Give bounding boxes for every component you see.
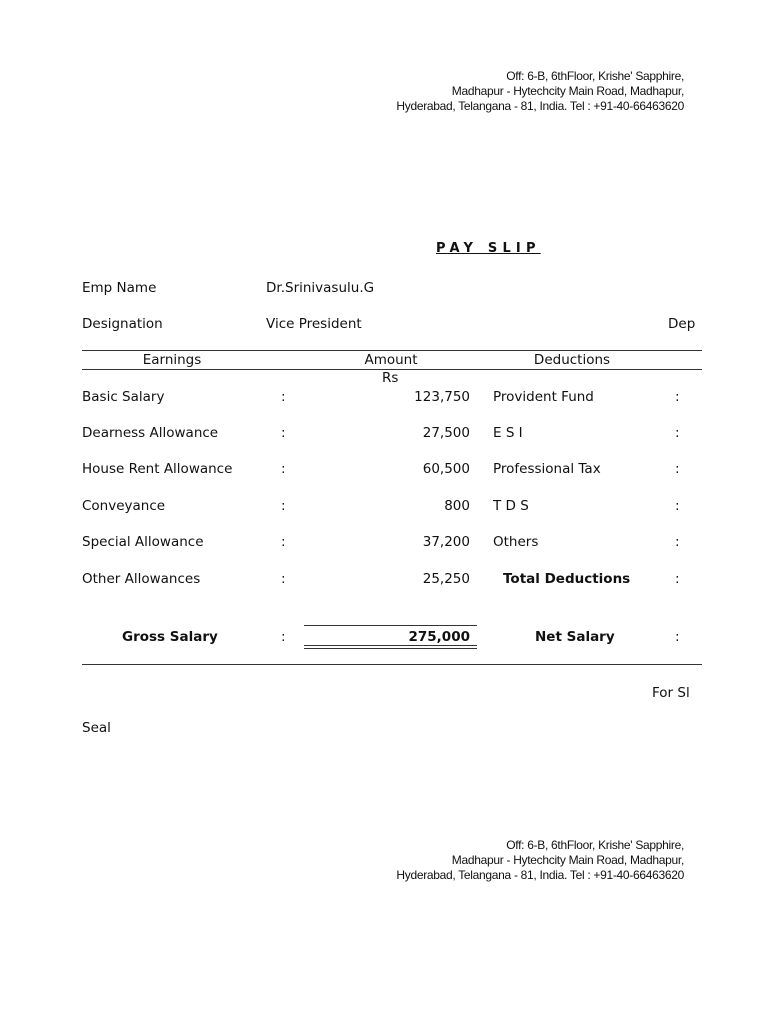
total-deductions-label: Total Deductions — [503, 571, 631, 587]
table-bottom-rule — [82, 664, 702, 665]
for-company-label: For Sl — [652, 685, 690, 701]
address-line-3: Hyderabad, Telangana - 81, India. Tel : +91-40-66463620 — [396, 99, 684, 113]
amount-header: Amount — [364, 352, 418, 368]
net-salary-label: Net Salary — [535, 629, 615, 645]
document-title: PAY SLIP — [436, 241, 541, 256]
emp-name-label: Emp Name — [82, 280, 157, 296]
designation-value: Vice President — [266, 316, 362, 332]
department-label: Dep — [668, 316, 696, 332]
earning-label: Basic Salary — [82, 389, 165, 405]
earning-amount: 60,500 — [422, 461, 470, 477]
deduction-label: Professional Tax — [493, 461, 601, 477]
colon: : — [675, 629, 680, 645]
deduction-label: T D S — [493, 498, 529, 514]
seal-label: Seal — [82, 720, 111, 736]
currency-label: Rs — [382, 370, 399, 386]
colon: : — [675, 498, 680, 514]
address-line-2: Madhapur - Hytechcity Main Road, Madhapur, — [451, 84, 684, 98]
earning-label: Other Allowances — [82, 571, 201, 587]
address-line-3: Hyderabad, Telangana - 81, India. Tel : +91-40-66463620 — [396, 868, 684, 882]
colon: : — [675, 571, 680, 587]
deductions-header: Deductions — [533, 352, 611, 368]
gross-top-rule — [304, 625, 477, 626]
gross-salary-value: 275,000 — [408, 629, 470, 645]
company-address-footer — [396, 838, 684, 883]
colon: : — [281, 534, 286, 550]
earnings-header: Earnings — [142, 352, 202, 368]
earning-label: Special Allowance — [82, 534, 204, 550]
colon: : — [675, 534, 680, 550]
gross-double-rule-2 — [304, 648, 477, 649]
colon: : — [281, 389, 286, 405]
deduction-label: E S I — [493, 425, 523, 441]
colon: : — [281, 461, 286, 477]
address-line-1: Off: 6-B, 6thFloor, Krishe' Sapphire, — [506, 838, 684, 852]
colon: : — [675, 389, 680, 405]
emp-name-value: Dr.Srinivasulu.G — [266, 280, 375, 296]
earning-amount: 123,750 — [414, 389, 470, 405]
designation-label: Designation — [82, 316, 163, 332]
earning-amount: 25,250 — [422, 571, 470, 587]
colon: : — [675, 425, 680, 441]
earning-amount: 27,500 — [422, 425, 470, 441]
earning-label: Dearness Allowance — [82, 425, 219, 441]
colon: : — [281, 498, 286, 514]
table-top-rule — [82, 350, 702, 351]
address-line-2: Madhapur - Hytechcity Main Road, Madhapur, — [451, 853, 684, 867]
colon: : — [281, 425, 286, 441]
colon: : — [281, 629, 286, 645]
earning-amount: 800 — [444, 498, 470, 514]
earning-amount: 37,200 — [422, 534, 470, 550]
gross-double-rule-1 — [304, 645, 477, 646]
colon: : — [281, 571, 286, 587]
address-line-1: Off: 6-B, 6thFloor, Krishe' Sapphire, — [506, 69, 684, 83]
earning-label: Conveyance — [82, 498, 166, 514]
earning-label: House Rent Allowance — [82, 461, 233, 477]
colon: : — [675, 461, 680, 477]
deduction-label: Provident Fund — [493, 389, 594, 405]
gross-salary-label: Gross Salary — [122, 629, 218, 645]
deduction-label: Others — [493, 534, 539, 550]
